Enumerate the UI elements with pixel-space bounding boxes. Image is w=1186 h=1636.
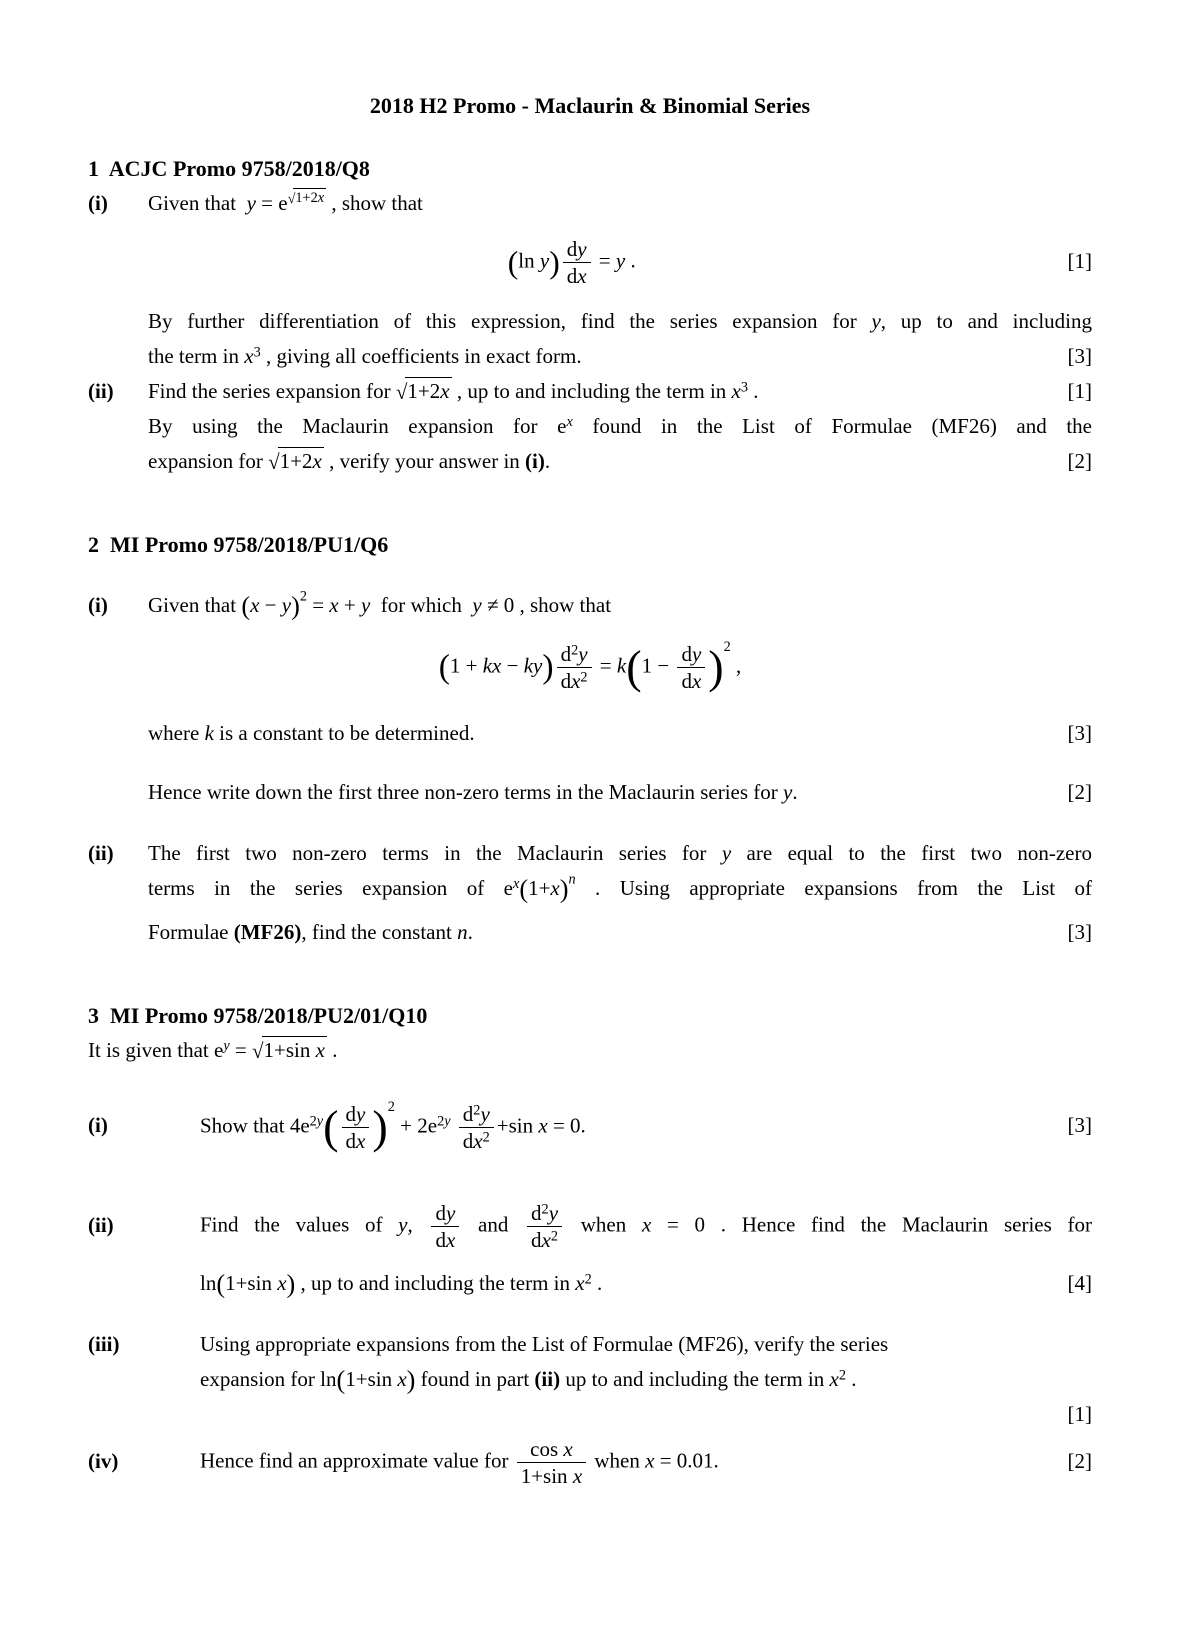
math-variable: x: [731, 379, 741, 403]
paren: ): [708, 641, 724, 693]
math-text: [451, 1113, 456, 1137]
q3-heading: 3 MI Promo 9758/2018/PU2/01/Q10: [88, 1003, 428, 1028]
math-text: Formulae: [148, 920, 234, 944]
q2-hence-mark: [2]: [1067, 780, 1092, 804]
radical-sign: √: [252, 1039, 264, 1063]
math-variable: x: [397, 1367, 407, 1391]
math-text: 1 +: [449, 653, 483, 678]
math-variable: x: [541, 1228, 551, 1253]
math-text: when: [589, 1448, 646, 1473]
math-text: . Using appropriate expansions from the List of: [575, 876, 1093, 900]
math-text: d: [681, 669, 692, 694]
math-text: = e: [255, 191, 288, 215]
math-variable: x: [312, 449, 322, 473]
q1-part-ii-label: (ii): [88, 379, 114, 403]
paren: ): [372, 1101, 388, 1153]
math-text: d: [681, 641, 692, 666]
fraction: [557, 641, 592, 695]
math-text: d: [435, 1228, 446, 1253]
radical: [252, 1038, 327, 1062]
q1-display-equation-row: [88, 236, 1092, 296]
math-text: , find the constant: [301, 920, 458, 944]
math-text: 1 −: [641, 653, 675, 678]
q3-intro-row: [88, 1033, 1092, 1068]
math-text: +sin: [496, 1113, 539, 1138]
q2-heading: 2 MI Promo 9758/2018/PU1/Q6: [88, 532, 389, 557]
math-variable: k: [616, 653, 627, 678]
math-text: .: [792, 780, 798, 804]
math-text: 1+2: [279, 449, 313, 473]
math-text: .: [326, 1038, 338, 1062]
fraction: [563, 236, 591, 290]
math-text: 2: [580, 669, 588, 686]
math-variable: y: [691, 641, 702, 666]
math-text: 2: [387, 1099, 395, 1115]
math-variable: y: [444, 1113, 451, 1130]
paren: (: [323, 1101, 339, 1153]
superscript: [585, 1272, 592, 1288]
math-text: .: [467, 920, 473, 944]
q3-part-i-row: [88, 1100, 1092, 1168]
q3-part-iii-line2-row: [88, 1362, 1092, 1397]
math-text: 2: [482, 1129, 490, 1146]
math-text: By further differentiation of this expression, find the series expansion for: [148, 309, 872, 333]
math-text: = 0 . Hence find the Maclaurin series for: [651, 1212, 1092, 1237]
math-text: expansion for: [200, 1367, 321, 1391]
fraction: [527, 1200, 562, 1254]
superscript: [542, 1202, 549, 1218]
math-text: 1+: [528, 876, 551, 900]
radical: [396, 379, 452, 403]
radicand: [293, 188, 326, 206]
bold-text: (ii): [534, 1367, 561, 1391]
math-variable: y: [281, 593, 292, 617]
math-text: =: [306, 593, 330, 617]
math-variable: x: [473, 1129, 483, 1154]
paren: ): [291, 591, 300, 621]
fraction-numerator: [527, 1200, 562, 1226]
fraction-denominator: [557, 667, 592, 694]
paren: (: [336, 1365, 346, 1395]
q3-part-ii-mark: [4]: [1067, 1271, 1092, 1295]
math-text: 2: [584, 1271, 592, 1288]
math-variable: x: [691, 669, 702, 694]
superscript: [580, 670, 587, 686]
math-variable: y: [871, 309, 881, 333]
math-text: −: [501, 653, 524, 678]
math-variable: x: [445, 1228, 456, 1253]
paren: ): [559, 874, 569, 904]
math-text: 2: [299, 588, 307, 605]
fraction: [517, 1436, 586, 1490]
paren: (: [438, 648, 450, 686]
math-variable: x: [277, 1271, 287, 1295]
math-text: , verify your answer in: [323, 449, 526, 473]
math-text: ln: [200, 1271, 217, 1295]
math-text: 2: [541, 1201, 549, 1218]
math-variable: y: [246, 191, 256, 215]
math-text: ln: [320, 1367, 337, 1391]
q1-part-i-row: [88, 186, 1092, 230]
q1-para1-line1-row: [88, 304, 1092, 339]
math-variable: y: [548, 1201, 559, 1225]
q3-part-iii-line1: Using appropriate expansions from the List of Formulae (MF26), verify the series: [200, 1332, 889, 1356]
q3-part-iv-row: [88, 1436, 1092, 1498]
superscript: [724, 639, 731, 655]
math-text: ≠ 0 , show that: [481, 593, 612, 617]
math-variable: y: [721, 841, 732, 865]
q2-part-ii-line2: [148, 871, 1092, 906]
q1-para2-line2-row: [88, 444, 1092, 479]
radical: [288, 190, 327, 206]
math-text: 2: [437, 1113, 445, 1130]
math-text: d: [345, 1129, 357, 1154]
math-text: cos: [530, 1437, 564, 1461]
radical-sign: √: [268, 450, 280, 474]
math-text: .: [591, 1271, 603, 1295]
q1-part-ii-row: [88, 374, 1092, 409]
q3-part-iv-text: [200, 1436, 719, 1490]
q3-part-i-label: (i): [88, 1113, 108, 1138]
math-variable: x: [329, 593, 339, 617]
math-text: and: [462, 1212, 525, 1237]
q1-para2-line2: [148, 444, 550, 479]
fraction-numerator: [459, 1101, 494, 1127]
math-text: Hence find an approximate value for: [200, 1448, 514, 1473]
q1-para2-mark: [2]: [1067, 449, 1092, 473]
q1-para1-line2-row: [88, 339, 1092, 374]
math-variable: kx: [482, 653, 502, 678]
math-variable: y: [316, 1113, 324, 1130]
math-text: Find the values of: [200, 1212, 399, 1237]
math-variable: y: [783, 780, 793, 804]
paren: (: [241, 591, 251, 621]
math-text: expansion for: [148, 449, 269, 473]
math-variable: y: [578, 641, 588, 666]
fraction-numerator: [677, 641, 705, 667]
question-2: [88, 527, 1092, 950]
math-text: for which: [370, 593, 473, 617]
fraction: [431, 1200, 459, 1254]
q3-part-iv-label: (iv): [88, 1448, 119, 1473]
math-variable: x: [575, 1271, 585, 1295]
math-text: d: [462, 1101, 474, 1126]
math-text: when: [565, 1212, 642, 1237]
math-text: =: [593, 248, 616, 273]
math-text: Show that 4e: [200, 1113, 310, 1138]
math-text: found in the List of Formulae (MF26) and the: [572, 414, 1092, 438]
q3-part-iii-mark-row: [88, 1397, 1092, 1432]
math-text: =: [229, 1038, 252, 1062]
paren: (: [519, 874, 529, 904]
math-text: d: [462, 1129, 474, 1154]
math-text: 2: [473, 1102, 481, 1119]
math-text: Hence write down the first three non-zero terms in the Maclaurin series for: [148, 780, 784, 804]
q2-part-i-label: (i): [88, 593, 108, 617]
q3-part-iii-line2: [200, 1362, 856, 1397]
q1-part-ii-text: [148, 374, 759, 409]
math-variable: x: [244, 344, 254, 368]
math-text: , up to and including the term in: [295, 1271, 576, 1295]
math-text: 1+2: [407, 379, 441, 403]
superscript: [300, 589, 307, 605]
fraction-numerator: [431, 1200, 459, 1226]
q1-display-equation: [88, 236, 1056, 290]
math-text: By using the Maclaurin expansion for e: [148, 414, 567, 438]
math-text: .: [748, 379, 759, 403]
fraction-numerator: [517, 1436, 586, 1462]
math-text: 1+sin: [345, 1367, 398, 1391]
q2-display-equation-row: [88, 640, 1092, 710]
fraction-denominator: [342, 1127, 370, 1154]
fraction-denominator: [459, 1127, 494, 1154]
math-variable: x: [512, 875, 520, 892]
q2-display-equation: [88, 640, 1092, 694]
math-text: d: [560, 641, 572, 666]
math-variable: y: [539, 248, 550, 273]
math-variable: x: [641, 1212, 652, 1237]
math-text: 1+sin: [520, 1464, 573, 1489]
q2-hence-row: [88, 775, 1092, 810]
fraction: [342, 1101, 370, 1155]
superscript: [551, 1229, 558, 1245]
paren: (: [507, 244, 519, 280]
math-text: d: [435, 1201, 446, 1225]
fraction: [459, 1101, 494, 1155]
paren: ): [549, 244, 560, 280]
q1-para2-line1-row: [88, 409, 1092, 444]
math-variable: y: [360, 593, 371, 617]
q2-where-mark: [3]: [1067, 721, 1092, 745]
math-text: = 0.01.: [654, 1448, 719, 1473]
q3-part-ii-line2-row: [88, 1266, 1092, 1301]
math-variable: x: [538, 1113, 548, 1138]
math-variable: x: [571, 669, 581, 694]
q1-para1-line2: [148, 339, 582, 374]
radicand: [262, 1036, 327, 1062]
math-text: 1+sin: [225, 1271, 278, 1295]
paren: ): [286, 1269, 296, 1299]
math-variable: y: [223, 1037, 230, 1054]
superscript: [483, 1130, 490, 1146]
fraction-numerator: [563, 236, 591, 262]
superscript: [254, 345, 261, 361]
math-text: d: [531, 1201, 542, 1225]
q1-para1-mark: [3]: [1067, 344, 1092, 368]
math-text: It is given that e: [88, 1038, 224, 1062]
math-text: 3: [740, 379, 748, 396]
math-text: 2: [309, 1113, 317, 1130]
q3-part-i-mark: [3]: [1067, 1113, 1092, 1138]
math-variable: x: [563, 1437, 573, 1461]
math-text: Find the series expansion for: [148, 379, 396, 403]
fraction-denominator: [517, 1462, 586, 1489]
q2-part-i-row: [88, 588, 1092, 634]
math-variable: x: [829, 1367, 839, 1391]
math-text: d: [345, 1101, 357, 1126]
math-text: ,: [730, 653, 742, 678]
q1-eq-mark: [1]: [1067, 248, 1092, 273]
q1-part-i-text: [148, 186, 423, 221]
q2-hence-text: [148, 775, 798, 810]
math-variable: x: [356, 1129, 366, 1154]
math-text: ln: [518, 248, 540, 273]
math-text: Given that: [148, 191, 247, 215]
q1-heading: 1 ACJC Promo 9758/2018/Q8: [88, 156, 370, 181]
superscript: [288, 190, 327, 206]
superscript: [437, 1113, 450, 1129]
math-text: 2: [838, 1367, 846, 1384]
math-variable: x: [250, 593, 260, 617]
q3-part-iii-line1-row: [88, 1327, 1092, 1362]
math-text: up to and including the term in: [560, 1367, 830, 1391]
page-title: 2018 H2 Promo - Maclaurin & Binomial Series: [369, 93, 811, 118]
bold-text: (i): [525, 449, 545, 473]
math-variable: n: [568, 871, 576, 888]
math-text: found in part: [415, 1367, 535, 1391]
q3-part-i-text: [200, 1100, 586, 1154]
q2-part-ii-line1-row: [88, 836, 1092, 871]
q2-part-ii-line3: [148, 915, 473, 950]
math-text: Given that: [148, 593, 242, 617]
radical-sign: √: [395, 380, 408, 404]
math-text: + 2e: [394, 1113, 438, 1138]
superscript: [388, 1099, 395, 1115]
superscript: [568, 872, 575, 888]
fraction-denominator: [677, 667, 705, 694]
math-variable: y: [615, 248, 626, 273]
math-variable: x: [440, 379, 450, 403]
math-text: 2: [571, 642, 579, 659]
q1-para1-line1: [148, 304, 1092, 339]
math-variable: x: [577, 264, 587, 289]
q1-part-i-label: (i): [88, 191, 108, 215]
radicand: [405, 377, 451, 403]
math-text: terms in the series expansion of e: [148, 876, 513, 900]
q1-part-ii-mark: [1]: [1067, 379, 1092, 403]
math-text: , up to and including: [880, 309, 1092, 333]
math-text: −: [259, 593, 282, 617]
math-text: , up to and including the term in: [451, 379, 732, 403]
q3-part-iii-mark: [1]: [1067, 1402, 1092, 1426]
superscript: [839, 1368, 846, 1384]
q2-where-text: [148, 716, 475, 751]
bold-text: (MF26): [233, 920, 302, 944]
q1-para2-line1: [148, 409, 1092, 444]
math-variable: y: [398, 1212, 408, 1237]
math-variable: y: [480, 1101, 490, 1126]
q2-part-ii-line1: [148, 836, 1092, 871]
radicand: [278, 447, 324, 473]
math-variable: k: [204, 721, 214, 745]
math-text: , giving all coefficients in exact form.: [260, 344, 582, 368]
fraction-numerator: [557, 641, 592, 667]
math-text: +: [338, 593, 361, 617]
math-text: 1+2: [295, 190, 318, 207]
math-text: =: [594, 653, 617, 678]
math-text: .: [845, 1367, 857, 1391]
fraction-denominator: [431, 1226, 459, 1253]
fraction-numerator: [342, 1101, 370, 1127]
math-variable: n: [457, 920, 468, 944]
math-text: 2: [723, 639, 731, 655]
math-variable: y: [472, 593, 482, 617]
math-text: the term in: [148, 344, 245, 368]
math-variable: x: [317, 190, 325, 207]
fraction-denominator: [563, 262, 591, 289]
q3-intro-text: [88, 1033, 337, 1068]
radical: [268, 449, 324, 473]
math-text: d: [566, 237, 578, 261]
math-text: d: [566, 264, 578, 289]
q2-part-ii-line2-row: [88, 871, 1092, 915]
question-1: [88, 151, 1092, 479]
math-text: .: [625, 248, 636, 273]
radical-sign: √: [287, 191, 296, 208]
paren: ): [406, 1365, 416, 1395]
math-variable: x: [550, 876, 560, 900]
math-variable: y: [445, 1201, 456, 1225]
superscript: [310, 1113, 323, 1129]
q3-part-iii-label: (iii): [88, 1332, 120, 1356]
q2-part-ii-mark: [3]: [1067, 920, 1092, 944]
fraction-denominator: [527, 1226, 562, 1253]
paren: (: [216, 1269, 226, 1299]
math-variable: x: [315, 1038, 325, 1062]
math-text: = 0.: [547, 1113, 586, 1138]
q2-part-i-text: [148, 588, 611, 623]
fraction: [677, 641, 705, 695]
superscript: [741, 380, 748, 396]
math-text: .: [544, 449, 551, 473]
math-text: , show that: [326, 191, 423, 215]
math-variable: x: [572, 1464, 583, 1489]
math-text: 2: [550, 1228, 559, 1245]
math-text: d: [531, 1228, 542, 1253]
math-text: d: [560, 669, 572, 694]
math-text: ,: [407, 1212, 429, 1237]
math-variable: x: [566, 413, 573, 430]
math-variable: x: [645, 1448, 655, 1473]
q2-part-ii-label: (ii): [88, 841, 114, 865]
math-text: where: [148, 721, 205, 745]
math-text: are equal to the first two non-zero: [731, 841, 1092, 865]
math-variable: y: [577, 237, 587, 261]
question-3: [88, 998, 1092, 1498]
math-text: 1+sin: [263, 1038, 316, 1062]
math-text: is a constant to be determined.: [213, 721, 475, 745]
q2-part-ii-line3-row: [88, 915, 1092, 950]
q3-part-ii-line1-row: [88, 1200, 1092, 1266]
math-text: The first two non-zero terms in the Maclaurin series for: [148, 841, 722, 865]
paren: ): [542, 648, 554, 686]
q2-where-row: [88, 716, 1092, 751]
q3-part-ii-line2: [200, 1266, 602, 1301]
q3-part-ii-line1: [200, 1200, 1092, 1254]
paren: (: [626, 641, 642, 693]
q3-part-iv-mark: [2]: [1067, 1448, 1092, 1473]
math-variable: y: [356, 1101, 366, 1126]
q3-part-ii-label: (ii): [88, 1212, 114, 1237]
math-text: 3: [253, 344, 261, 361]
math-variable: ky: [523, 653, 543, 678]
